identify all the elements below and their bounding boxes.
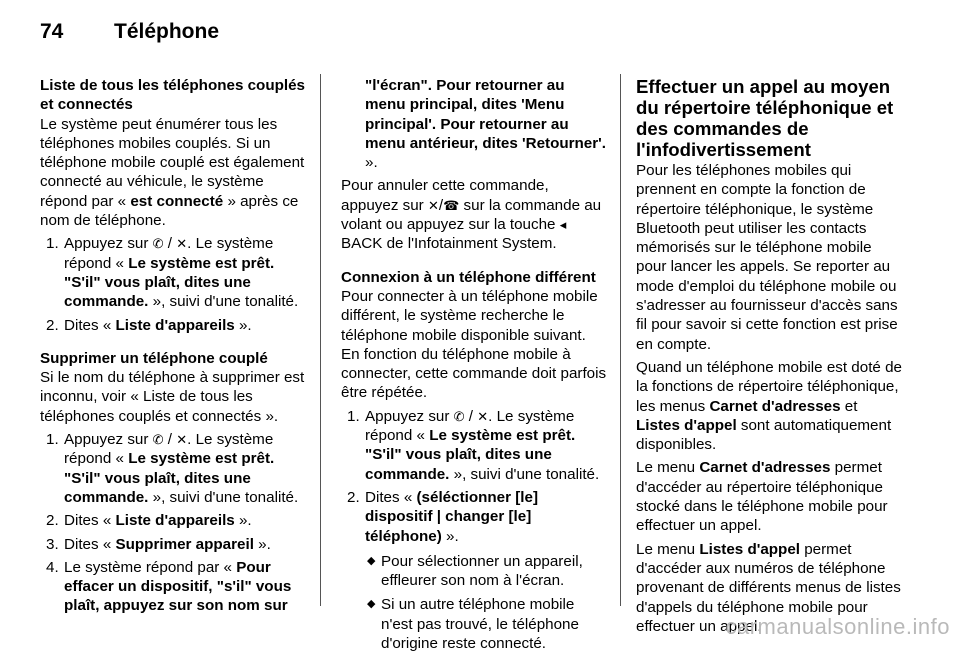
paragraph: Pour annuler cette commande, appuyez sur ✕/☎ sur la commande au volant ou appuyez sur la touche ◂ BACK de l'Infotainment System. bbox=[341, 177, 602, 253]
paragraph: Quand un téléphone mobile est doté de la fonctions de répertoire téléphonique, les menus Carnet d'adresses et Listes d'appel sont automatiquement disponibles. bbox=[636, 358, 902, 454]
mute-icon: ✕ bbox=[477, 408, 489, 424]
mute-icon: ✕ bbox=[176, 432, 188, 448]
paragraph: Le système peut énumérer tous les téléphones mobiles couplés. Si un téléphone mobile couplé est également connecté au véhicule, le système répond par « est connecté » après ce nom de téléphone. bbox=[40, 115, 305, 230]
steps-list bbox=[40, 234, 306, 334]
steps-list bbox=[341, 407, 607, 654]
list-item: 1. Appuyez sur ✆ / ✕. Le système répond « Le système est prêt. "S'il" vous plaît, dites une commande. », suivi d'une tonalité. bbox=[347, 407, 600, 483]
watermark: carmanualsonline.info bbox=[725, 614, 950, 639]
page-header bbox=[40, 20, 219, 44]
phone-icon: ✆ bbox=[453, 408, 465, 424]
section-heading-phonebook-call: Effectuer un appel au moyen du répertoire téléphonique et des commandes de l'infodivertissement bbox=[636, 76, 894, 160]
steps-list bbox=[40, 430, 306, 616]
section-heading-connect-other-phone: Connexion à un téléphone différent bbox=[341, 268, 596, 286]
list-item: 2. Dites « Liste d'appareils ». bbox=[46, 316, 252, 334]
back-icon: ◂ bbox=[559, 217, 567, 233]
column-3 bbox=[636, 76, 904, 640]
bullet-list bbox=[365, 552, 607, 653]
phone-icon: ✆ bbox=[152, 432, 164, 448]
section-heading-list-phones: Liste de tous les téléphones couplés et connectés bbox=[40, 77, 306, 114]
list-item: 1. Appuyez sur ✆ / ✕. Le système répond « Le système est prêt. "S'il" vous plaît, dites une commande. », suivi d'une tonalité. bbox=[46, 431, 299, 506]
list-item: 2. Dites « (séléctionner [le] dispositif | changer [le] téléphone) ». ◆ Pour sélectionner un appareil, effleurer son nom à l'écran. ◆ Si un autre téléphone mobile n'est pas trouvé, le téléphone d'origine reste connecté. bbox=[341, 488, 607, 653]
paragraph: Le menu Carnet d'adresses permet d'accéder au répertoire téléphonique stocké dans le téléphone mobile pour effectuer un appel. bbox=[636, 459, 888, 535]
bullet-item: ◆ Si un autre téléphone mobile n'est pas trouvé, le téléphone d'origine reste connecté. bbox=[367, 596, 579, 653]
list-item: 1. Appuyez sur ✆ / ✕. Le système répond « Le système est prêt. "S'il" vous plaît, dites une commande. », suivi d'une tonalité. bbox=[46, 235, 299, 311]
list-item: 3. Dites « Supprimer appareil ». bbox=[46, 535, 271, 553]
page-title: Téléphone bbox=[114, 20, 220, 43]
mute-icon: ✕ bbox=[176, 236, 188, 252]
column-1 bbox=[40, 76, 306, 620]
column-2 bbox=[341, 76, 607, 658]
paragraph: Le menu Listes d'appel permet d'accéder aux numéros de téléphone provenant de différents menus de listes d'appels du téléphone mobile pour effectuer un appel. bbox=[636, 540, 901, 635]
paragraph: Pour les téléphones mobiles qui prennent en compte la fonction de répertoire téléphonique, le système Bluetooth peut utiliser les contacts mémorisés sur le téléphone mobile pour lancer les appels. Se reporter au mode d'emploi du téléphone mobile ou s'adresser au fournisseur d'accès sans fil pour savoir si cette fonction est prise en compte. bbox=[636, 162, 898, 353]
mute-icon: ✕ bbox=[427, 197, 439, 213]
phone-icon: ✆ bbox=[152, 236, 164, 252]
column-divider-2 bbox=[620, 74, 621, 606]
section-heading-delete-phone: Supprimer un téléphone couplé bbox=[40, 349, 268, 367]
page-number: 74 bbox=[40, 20, 64, 43]
list-item: 4. Le système répond par « Pour effacer un dispositif, "s'il" vous plaît, appuyez sur son nom sur bbox=[46, 558, 292, 615]
column-divider-1 bbox=[320, 74, 321, 606]
paragraph: Si le nom du téléphone à supprimer est inconnu, voir « Liste de tous les téléphones couplés et connectés ». bbox=[40, 369, 305, 425]
list-item-continuation: "l'écran". Pour retourner au menu principal, dites 'Menu principal'. Pour retourner au menu antérieur, dites 'Retourner'. ». bbox=[365, 77, 606, 172]
bullet-item: ◆ Pour sélectionner un appareil, effleurer son nom à l'écran. bbox=[367, 552, 583, 590]
paragraph: Pour connecter à un téléphone mobile différent, le système recherche le téléphone mobile disponible suivant. En fonction du téléphone mobile à connecter, cette commande doit parfois être répétée. bbox=[341, 287, 607, 402]
list-item: 2. Dites « Liste d'appareils ». bbox=[46, 512, 252, 530]
hangup-icon: ☎ bbox=[443, 197, 460, 213]
